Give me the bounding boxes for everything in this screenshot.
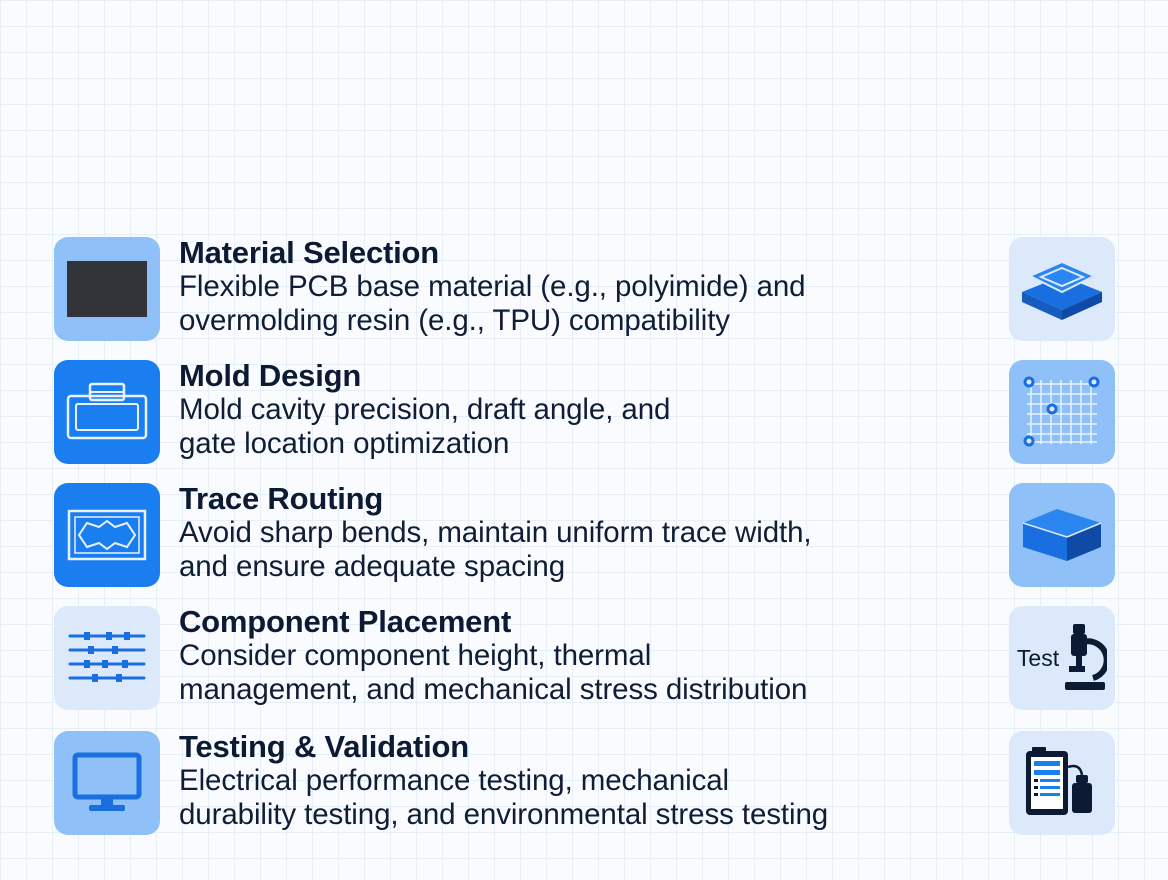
component-rows-icon (54, 606, 160, 710)
trace-path-icon (54, 483, 160, 587)
step-title: Mold Design (179, 358, 362, 393)
step-text (179, 731, 979, 832)
grid-points-icon (1009, 360, 1115, 464)
step-testing-validation (0, 731, 1168, 835)
step-title: Trace Routing (179, 481, 384, 516)
step-title: Material Selection (179, 235, 439, 270)
step-description: Electrical performance testing, mechanical durability testing, and environmental stress testing (179, 764, 829, 831)
material-sheet-icon (54, 237, 160, 341)
monitor-icon (54, 731, 160, 835)
step-trace-routing (0, 483, 1168, 587)
block-icon (1009, 483, 1115, 587)
step-text (179, 237, 979, 338)
step-text (179, 360, 979, 461)
step-material-selection (0, 237, 1168, 341)
tester-device-icon (1009, 731, 1115, 835)
test-label: Test (1016, 644, 1060, 671)
microscope-icon (1009, 606, 1115, 710)
step-description: Mold cavity precision, draft angle, and gate location optimization (179, 393, 671, 460)
step-title: Testing & Validation (179, 729, 469, 764)
step-mold-design (0, 360, 1168, 464)
mold-cavity-icon (54, 360, 160, 464)
layered-board-icon (1009, 237, 1115, 341)
step-component-placement (0, 606, 1168, 710)
step-text (179, 606, 979, 707)
step-description: Avoid sharp bends, maintain uniform trace width, and ensure adequate spacing (179, 516, 812, 583)
step-text (179, 483, 979, 584)
step-title: Component Placement (179, 604, 512, 639)
step-description: Flexible PCB base material (e.g., polyimide) and overmolding resin (e.g., TPU) compatibility (179, 270, 806, 337)
step-description: Consider component height, thermal management, and mechanical stress distribution (179, 639, 808, 706)
